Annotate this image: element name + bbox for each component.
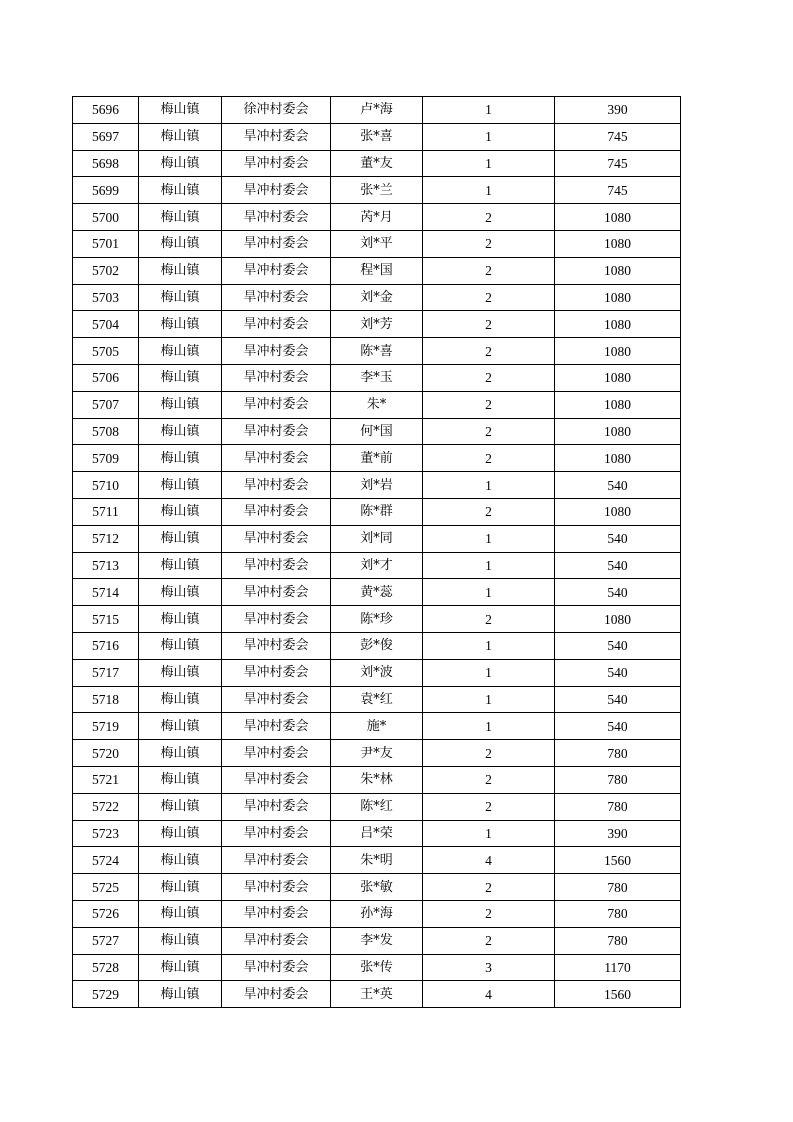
- name-cell: 李*玉: [331, 364, 423, 391]
- table-row: [73, 257, 681, 284]
- table-row: [73, 847, 681, 874]
- table-row: [73, 338, 681, 365]
- village-committee-cell: 旱冲村委会: [222, 552, 331, 579]
- village-committee-cell: 旱冲村委会: [222, 284, 331, 311]
- serial-number-cell: 5719: [73, 713, 139, 740]
- name-cell: 芮*月: [331, 204, 423, 231]
- household-count-cell: 3: [423, 954, 555, 981]
- table-row: [73, 713, 681, 740]
- household-count-cell: 2: [423, 284, 555, 311]
- household-count-cell: 2: [423, 257, 555, 284]
- name-cell: 张*兰: [331, 177, 423, 204]
- serial-number-cell: 5722: [73, 793, 139, 820]
- household-count-cell: 1: [423, 97, 555, 124]
- name-cell: 张*敏: [331, 874, 423, 901]
- village-committee-cell: 旱冲村委会: [222, 150, 331, 177]
- town-cell: 梅山镇: [139, 766, 222, 793]
- name-cell: 董*友: [331, 150, 423, 177]
- town-cell: 梅山镇: [139, 498, 222, 525]
- town-cell: 梅山镇: [139, 900, 222, 927]
- amount-cell: 1080: [555, 418, 681, 445]
- village-committee-cell: 旱冲村委会: [222, 954, 331, 981]
- serial-number-cell: 5725: [73, 874, 139, 901]
- table-row: [73, 766, 681, 793]
- amount-cell: 745: [555, 177, 681, 204]
- amount-cell: 1080: [555, 338, 681, 365]
- household-count-cell: 1: [423, 632, 555, 659]
- table-row: [73, 900, 681, 927]
- serial-number-cell: 5720: [73, 740, 139, 767]
- household-count-cell: 2: [423, 900, 555, 927]
- table-row: [73, 659, 681, 686]
- town-cell: 梅山镇: [139, 97, 222, 124]
- table-row: [73, 418, 681, 445]
- serial-number-cell: 5709: [73, 445, 139, 472]
- household-count-cell: 1: [423, 123, 555, 150]
- amount-cell: 780: [555, 740, 681, 767]
- name-cell: 吕*荣: [331, 820, 423, 847]
- name-cell: 朱*明: [331, 847, 423, 874]
- village-committee-cell: 旱冲村委会: [222, 766, 331, 793]
- table-row: [73, 525, 681, 552]
- village-committee-cell: 旱冲村委会: [222, 740, 331, 767]
- serial-number-cell: 5710: [73, 472, 139, 499]
- name-cell: 刘*波: [331, 659, 423, 686]
- table-row: [73, 311, 681, 338]
- name-cell: 卢*海: [331, 97, 423, 124]
- town-cell: 梅山镇: [139, 793, 222, 820]
- name-cell: 黄*蕊: [331, 579, 423, 606]
- town-cell: 梅山镇: [139, 659, 222, 686]
- name-cell: 董*前: [331, 445, 423, 472]
- village-committee-cell: 旱冲村委会: [222, 820, 331, 847]
- amount-cell: 540: [555, 686, 681, 713]
- table-row: [73, 954, 681, 981]
- serial-number-cell: 5711: [73, 498, 139, 525]
- table-row: [73, 230, 681, 257]
- household-count-cell: 2: [423, 793, 555, 820]
- household-count-cell: 2: [423, 391, 555, 418]
- town-cell: 梅山镇: [139, 713, 222, 740]
- village-committee-cell: 旱冲村委会: [222, 900, 331, 927]
- amount-cell: 540: [555, 472, 681, 499]
- village-committee-cell: 旱冲村委会: [222, 391, 331, 418]
- beneficiary-table: [72, 96, 681, 1008]
- name-cell: 陈*珍: [331, 606, 423, 633]
- serial-number-cell: 5713: [73, 552, 139, 579]
- table-body: [73, 97, 681, 1008]
- household-count-cell: 2: [423, 311, 555, 338]
- village-committee-cell: 旱冲村委会: [222, 311, 331, 338]
- household-count-cell: 4: [423, 981, 555, 1008]
- village-committee-cell: 旱冲村委会: [222, 230, 331, 257]
- amount-cell: 540: [555, 552, 681, 579]
- amount-cell: 745: [555, 123, 681, 150]
- town-cell: 梅山镇: [139, 418, 222, 445]
- amount-cell: 540: [555, 525, 681, 552]
- table-row: [73, 686, 681, 713]
- table-row: [73, 204, 681, 231]
- table-row: [73, 123, 681, 150]
- town-cell: 梅山镇: [139, 472, 222, 499]
- town-cell: 梅山镇: [139, 445, 222, 472]
- amount-cell: 1080: [555, 311, 681, 338]
- amount-cell: 780: [555, 874, 681, 901]
- name-cell: 何*国: [331, 418, 423, 445]
- amount-cell: 1080: [555, 230, 681, 257]
- village-committee-cell: 旱冲村委会: [222, 847, 331, 874]
- serial-number-cell: 5704: [73, 311, 139, 338]
- household-count-cell: 2: [423, 606, 555, 633]
- town-cell: 梅山镇: [139, 686, 222, 713]
- household-count-cell: 1: [423, 472, 555, 499]
- serial-number-cell: 5706: [73, 364, 139, 391]
- village-committee-cell: 旱冲村委会: [222, 793, 331, 820]
- amount-cell: 1080: [555, 445, 681, 472]
- amount-cell: 1080: [555, 498, 681, 525]
- household-count-cell: 1: [423, 713, 555, 740]
- serial-number-cell: 5712: [73, 525, 139, 552]
- amount-cell: 1080: [555, 204, 681, 231]
- town-cell: 梅山镇: [139, 606, 222, 633]
- amount-cell: 1560: [555, 847, 681, 874]
- table-row: [73, 820, 681, 847]
- serial-number-cell: 5696: [73, 97, 139, 124]
- village-committee-cell: 旱冲村委会: [222, 338, 331, 365]
- town-cell: 梅山镇: [139, 954, 222, 981]
- amount-cell: 390: [555, 97, 681, 124]
- village-committee-cell: 旱冲村委会: [222, 177, 331, 204]
- serial-number-cell: 5702: [73, 257, 139, 284]
- household-count-cell: 2: [423, 445, 555, 472]
- serial-number-cell: 5717: [73, 659, 139, 686]
- village-committee-cell: 旱冲村委会: [222, 606, 331, 633]
- town-cell: 梅山镇: [139, 847, 222, 874]
- town-cell: 梅山镇: [139, 230, 222, 257]
- table-row: [73, 97, 681, 124]
- serial-number-cell: 5729: [73, 981, 139, 1008]
- serial-number-cell: 5707: [73, 391, 139, 418]
- name-cell: 陈*喜: [331, 338, 423, 365]
- name-cell: 程*国: [331, 257, 423, 284]
- household-count-cell: 1: [423, 552, 555, 579]
- name-cell: 刘*同: [331, 525, 423, 552]
- town-cell: 梅山镇: [139, 874, 222, 901]
- household-count-cell: 2: [423, 498, 555, 525]
- table-row: [73, 498, 681, 525]
- name-cell: 张*传: [331, 954, 423, 981]
- name-cell: 刘*平: [331, 230, 423, 257]
- name-cell: 施*: [331, 713, 423, 740]
- household-count-cell: 2: [423, 204, 555, 231]
- village-committee-cell: 旱冲村委会: [222, 874, 331, 901]
- serial-number-cell: 5727: [73, 927, 139, 954]
- amount-cell: 1080: [555, 391, 681, 418]
- serial-number-cell: 5714: [73, 579, 139, 606]
- household-count-cell: 2: [423, 740, 555, 767]
- household-count-cell: 1: [423, 579, 555, 606]
- table-row: [73, 284, 681, 311]
- serial-number-cell: 5718: [73, 686, 139, 713]
- household-count-cell: 2: [423, 418, 555, 445]
- village-committee-cell: 旱冲村委会: [222, 445, 331, 472]
- amount-cell: 780: [555, 766, 681, 793]
- village-committee-cell: 旱冲村委会: [222, 204, 331, 231]
- name-cell: 尹*友: [331, 740, 423, 767]
- amount-cell: 390: [555, 820, 681, 847]
- village-committee-cell: 旱冲村委会: [222, 472, 331, 499]
- village-committee-cell: 旱冲村委会: [222, 579, 331, 606]
- amount-cell: 780: [555, 793, 681, 820]
- table-row: [73, 740, 681, 767]
- village-committee-cell: 旱冲村委会: [222, 498, 331, 525]
- name-cell: 孙*海: [331, 900, 423, 927]
- serial-number-cell: 5716: [73, 632, 139, 659]
- table-row: [73, 579, 681, 606]
- table-row: [73, 606, 681, 633]
- village-committee-cell: 旱冲村委会: [222, 525, 331, 552]
- amount-cell: 1080: [555, 364, 681, 391]
- table-row: [73, 981, 681, 1008]
- town-cell: 梅山镇: [139, 311, 222, 338]
- serial-number-cell: 5724: [73, 847, 139, 874]
- household-count-cell: 2: [423, 230, 555, 257]
- table-row: [73, 552, 681, 579]
- village-committee-cell: 旱冲村委会: [222, 364, 331, 391]
- amount-cell: 540: [555, 659, 681, 686]
- table-row: [73, 472, 681, 499]
- village-committee-cell: 徐冲村委会: [222, 97, 331, 124]
- amount-cell: 540: [555, 579, 681, 606]
- name-cell: 张*喜: [331, 123, 423, 150]
- household-count-cell: 2: [423, 766, 555, 793]
- village-committee-cell: 旱冲村委会: [222, 659, 331, 686]
- table-row: [73, 364, 681, 391]
- serial-number-cell: 5698: [73, 150, 139, 177]
- town-cell: 梅山镇: [139, 150, 222, 177]
- village-committee-cell: 旱冲村委会: [222, 713, 331, 740]
- name-cell: 王*英: [331, 981, 423, 1008]
- amount-cell: 1080: [555, 606, 681, 633]
- household-count-cell: 4: [423, 847, 555, 874]
- table-row: [73, 632, 681, 659]
- name-cell: 刘*芳: [331, 311, 423, 338]
- town-cell: 梅山镇: [139, 579, 222, 606]
- serial-number-cell: 5705: [73, 338, 139, 365]
- serial-number-cell: 5703: [73, 284, 139, 311]
- village-committee-cell: 旱冲村委会: [222, 123, 331, 150]
- town-cell: 梅山镇: [139, 525, 222, 552]
- table-row: [73, 927, 681, 954]
- name-cell: 刘*岩: [331, 472, 423, 499]
- household-count-cell: 1: [423, 525, 555, 552]
- town-cell: 梅山镇: [139, 204, 222, 231]
- name-cell: 陈*群: [331, 498, 423, 525]
- amount-cell: 1080: [555, 284, 681, 311]
- amount-cell: 1560: [555, 981, 681, 1008]
- town-cell: 梅山镇: [139, 177, 222, 204]
- household-count-cell: 1: [423, 659, 555, 686]
- serial-number-cell: 5697: [73, 123, 139, 150]
- town-cell: 梅山镇: [139, 257, 222, 284]
- table-row: [73, 793, 681, 820]
- table-row: [73, 874, 681, 901]
- serial-number-cell: 5715: [73, 606, 139, 633]
- town-cell: 梅山镇: [139, 123, 222, 150]
- town-cell: 梅山镇: [139, 927, 222, 954]
- village-committee-cell: 旱冲村委会: [222, 981, 331, 1008]
- town-cell: 梅山镇: [139, 552, 222, 579]
- town-cell: 梅山镇: [139, 364, 222, 391]
- household-count-cell: 2: [423, 874, 555, 901]
- amount-cell: 1170: [555, 954, 681, 981]
- town-cell: 梅山镇: [139, 284, 222, 311]
- name-cell: 朱*林: [331, 766, 423, 793]
- village-committee-cell: 旱冲村委会: [222, 257, 331, 284]
- village-committee-cell: 旱冲村委会: [222, 632, 331, 659]
- household-count-cell: 1: [423, 177, 555, 204]
- name-cell: 刘*才: [331, 552, 423, 579]
- town-cell: 梅山镇: [139, 820, 222, 847]
- household-count-cell: 1: [423, 150, 555, 177]
- name-cell: 李*发: [331, 927, 423, 954]
- serial-number-cell: 5701: [73, 230, 139, 257]
- serial-number-cell: 5728: [73, 954, 139, 981]
- serial-number-cell: 5700: [73, 204, 139, 231]
- table-row: [73, 150, 681, 177]
- town-cell: 梅山镇: [139, 391, 222, 418]
- village-committee-cell: 旱冲村委会: [222, 927, 331, 954]
- table-row: [73, 391, 681, 418]
- serial-number-cell: 5726: [73, 900, 139, 927]
- serial-number-cell: 5723: [73, 820, 139, 847]
- name-cell: 刘*金: [331, 284, 423, 311]
- table-row: [73, 177, 681, 204]
- amount-cell: 780: [555, 927, 681, 954]
- amount-cell: 1080: [555, 257, 681, 284]
- town-cell: 梅山镇: [139, 338, 222, 365]
- name-cell: 袁*红: [331, 686, 423, 713]
- amount-cell: 780: [555, 900, 681, 927]
- name-cell: 朱*: [331, 391, 423, 418]
- amount-cell: 540: [555, 713, 681, 740]
- household-count-cell: 1: [423, 820, 555, 847]
- household-count-cell: 2: [423, 338, 555, 365]
- town-cell: 梅山镇: [139, 740, 222, 767]
- serial-number-cell: 5708: [73, 418, 139, 445]
- household-count-cell: 1: [423, 686, 555, 713]
- table-row: [73, 445, 681, 472]
- amount-cell: 745: [555, 150, 681, 177]
- town-cell: 梅山镇: [139, 632, 222, 659]
- name-cell: 彭*俊: [331, 632, 423, 659]
- household-count-cell: 2: [423, 364, 555, 391]
- amount-cell: 540: [555, 632, 681, 659]
- serial-number-cell: 5721: [73, 766, 139, 793]
- town-cell: 梅山镇: [139, 981, 222, 1008]
- serial-number-cell: 5699: [73, 177, 139, 204]
- household-count-cell: 2: [423, 927, 555, 954]
- village-committee-cell: 旱冲村委会: [222, 686, 331, 713]
- village-committee-cell: 旱冲村委会: [222, 418, 331, 445]
- name-cell: 陈*红: [331, 793, 423, 820]
